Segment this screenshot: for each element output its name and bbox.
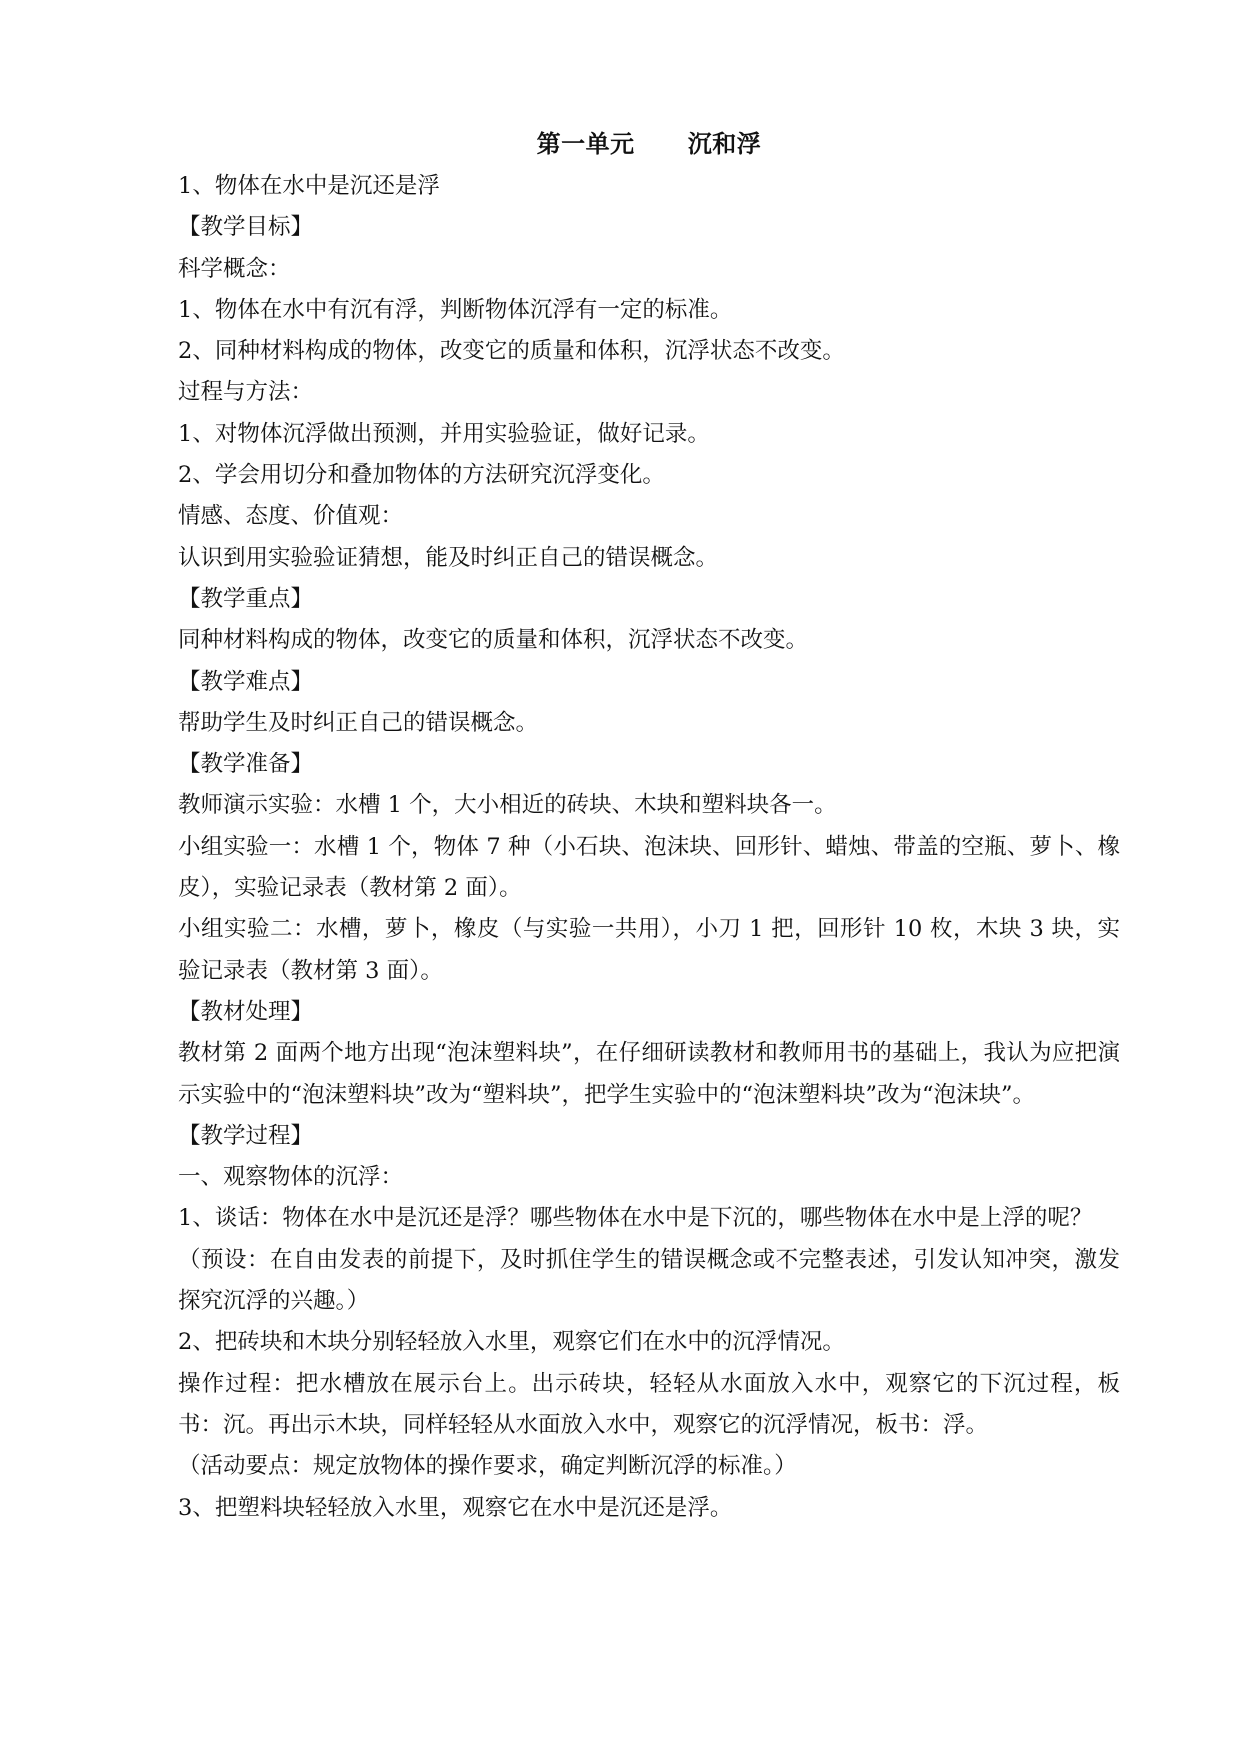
- paragraph: 1、对物体沉浮做出预测，并用实验验证，做好记录。: [178, 420, 710, 447]
- paragraph: 1、物体在水中有沉有浮，判断物体沉浮有一定的标准。: [178, 296, 733, 323]
- section-heading-materials: 【教材处理】: [178, 998, 314, 1025]
- paragraph: 3、把塑料块轻轻放入水里，观察它在水中是沉还是浮。: [178, 1494, 733, 1521]
- paragraph: 小组实验一：水槽 1 个，物体 7 种（小石块、泡沫块、回形针、蜡烛、带盖的空瓶、萝卜、橡皮），实验记录表（教材第 2 面）。: [178, 833, 1120, 902]
- document-body: [178, 124, 1120, 1529]
- paragraph: 2、学会用切分和叠加物体的方法研究沉浮变化。: [178, 462, 665, 489]
- paragraph: 认识到用实验验证猜想，能及时纠正自己的错误概念。: [178, 544, 719, 571]
- lesson-heading: 1、物体在水中是沉还是浮: [178, 173, 440, 199]
- paragraph: 小组实验二：水槽，萝卜，橡皮（与实验一共用），小刀 1 把，回形针 10 枚，木块 3 块，实验记录表（教材第 3 面）。: [178, 916, 1120, 984]
- subheading-attitudes-values: 情感、态度、价值观：: [178, 503, 404, 530]
- section-heading-key-points: 【教学重点】: [178, 585, 314, 612]
- paragraph: （活动要点：规定放物体的操作要求，确定判断沉浮的标准。）: [178, 1453, 797, 1480]
- paragraph: 一、观察物体的沉浮：: [178, 1164, 404, 1191]
- paragraph: 2、把砖块和木块分别轻轻放入水里，观察它们在水中的沉浮情况。: [178, 1329, 845, 1356]
- subheading-process-methods: 过程与方法：: [178, 379, 314, 406]
- paragraph: 帮助学生及时纠正自己的错误概念。: [178, 709, 539, 736]
- paragraph: 2、同种材料构成的物体，改变它的质量和体积，沉浮状态不改变。: [178, 338, 845, 365]
- section-heading-preparation: 【教学准备】: [178, 751, 314, 778]
- page-title: 第一单元 沉和浮: [536, 129, 762, 158]
- paragraph: 1、谈话：物体在水中是沉还是浮？哪些物体在水中是下沉的，哪些物体在水中是上浮的呢？: [178, 1205, 1093, 1232]
- section-heading-difficulties: 【教学难点】: [178, 668, 314, 695]
- paragraph: 教师演示实验：水槽 1 个，大小相近的砖块、木块和塑料块各一。: [178, 792, 837, 819]
- paragraph: 操作过程：把水槽放在展示台上。出示砖块，轻轻从水面放入水中，观察它的下沉过程，板书：沉。再出示木块，同样轻轻从水面放入水中，观察它的沉浮情况，板书：浮。: [178, 1370, 1120, 1438]
- paragraph: 同种材料构成的物体，改变它的质量和体积，沉浮状态不改变。: [178, 627, 809, 654]
- paragraph: 教材第 2 面两个地方出现“泡沫塑料块”，在仔细研读教材和教师用书的基础上，我认为应把演示实验中的“泡沫塑料块”改为“塑料块”，把学生实验中的“泡沫塑料块”改为“泡沫块”。: [178, 1040, 1120, 1108]
- paragraph: （预设：在自由发表的前提下，及时抓住学生的错误概念或不完整表述，引发认知冲突，激发探究沉浮的兴趣。）: [178, 1246, 1120, 1315]
- section-heading-objectives: 【教学目标】: [178, 214, 314, 241]
- subheading-science-concepts: 科学概念：: [178, 255, 291, 282]
- section-heading-process: 【教学过程】: [178, 1122, 314, 1149]
